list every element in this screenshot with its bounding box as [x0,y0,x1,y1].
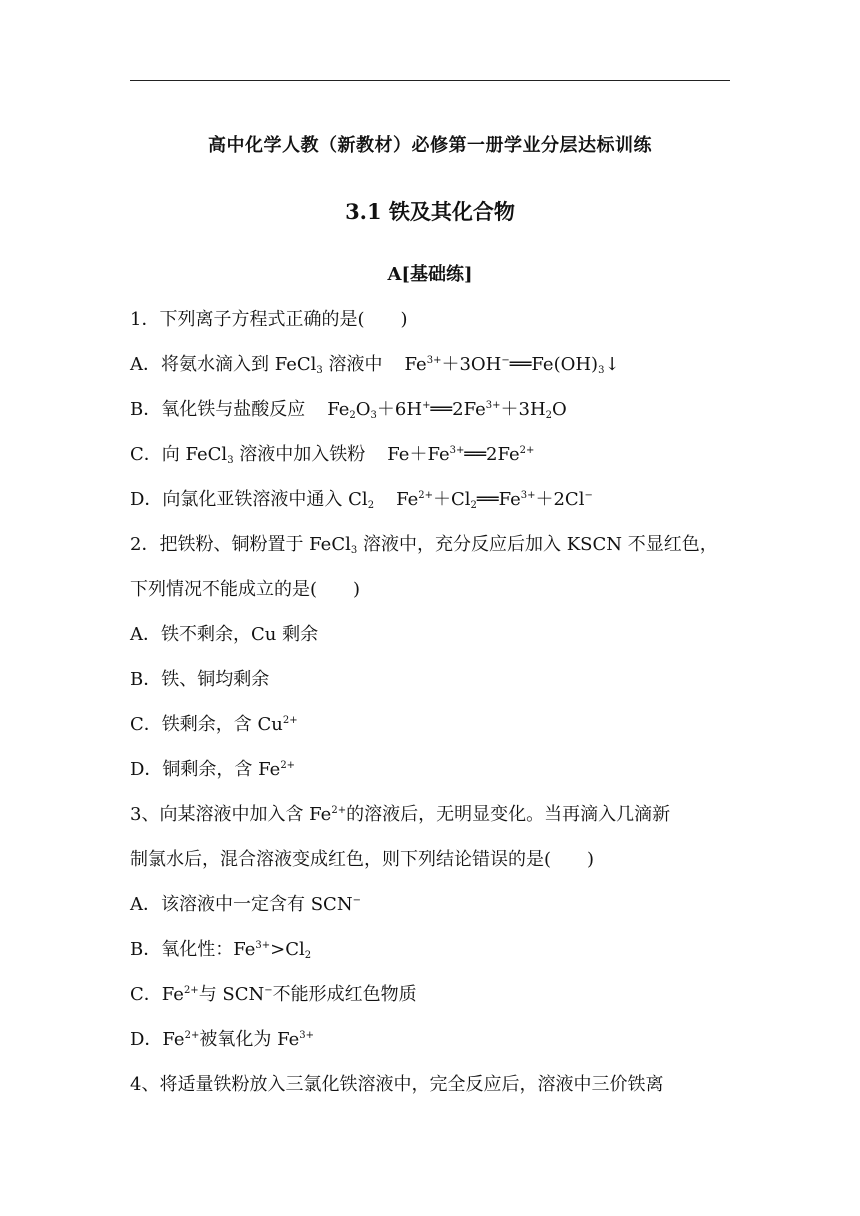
q3-option-a: A．该溶液中一定含有 SCN− [130,894,361,915]
q2-stem-line2: 下列情况不能成立的是( ) [130,579,361,600]
q3-stem-line2: 制氯水后，混合溶液变成红色，则下列结论错误的是( ) [130,849,595,870]
q3-option-b: B．氧化性：$Fe^{3+}>Cl_2$ [130,939,312,961]
q1-a-prefix: A．将氨水滴入到 FeCl$_3$ 溶液中 [130,354,383,376]
q2-option-c: C．铁剩余，含 $Cu^{2+}$ [130,714,298,735]
q1-option-b: B．氧化铁与盐酸反应 $Fe_2O_3+6H^+══2Fe^{3+}+3H_2O$ [130,399,567,421]
section-heading: A[基础练] [387,264,473,285]
series-title: 高中化学人教（新教材）必修第一册学业分层达标训练 [208,135,652,156]
header-rule [130,80,730,81]
q3-stem-line1: 3、向某溶液中加入含 $Fe^{2+}$的溶液后，无明显变化。当再滴入几滴新 [130,804,671,825]
q2-option-a: A．铁不剩余，Cu 剩余 [130,624,319,645]
q1-option-a: A．将氨水滴入到 FeCl$_3$ 溶液中 $Fe^{3+}+3OH^-══Fe(OH)_3↓$ [130,354,620,376]
q2-option-b: B．铁、铜均剩余 [130,669,270,690]
q2-stem-line1: 2．把铁粉、铜粉置于 FeCl$_3$ 溶液中，充分反应后加入 KSCN 不显红色， [130,534,718,556]
q3-option-d: D．$Fe^{2+}$被氧化为 $Fe^{3+}$ [130,1029,314,1050]
q4-stem-line1: 4、将适量铁粉放入三氯化铁溶液中，完全反应后，溶液中三价铁离 [130,1074,664,1095]
q1-stem: 1．下列离子方程式正确的是( ) [130,309,408,330]
q1-option-c: C．向 FeCl$_3$ 溶液中加入铁粉 $Fe+Fe^{3+}══2Fe^{2+}$ [130,444,535,466]
q3-option-c: C．$Fe^{2+}$与 SCN−不能形成红色物质 [130,984,417,1005]
q2-option-d: D．铜剩余，含 $Fe^{2+}$ [130,759,296,780]
q1-option-d: D．向氯化亚铁溶液中通入 $Cl_2$ $Fe^{2+}+Cl_2══Fe^{3+}+2Cl^-$ [130,489,593,511]
document-title: 3.1 铁及其化合物 [345,199,515,224]
